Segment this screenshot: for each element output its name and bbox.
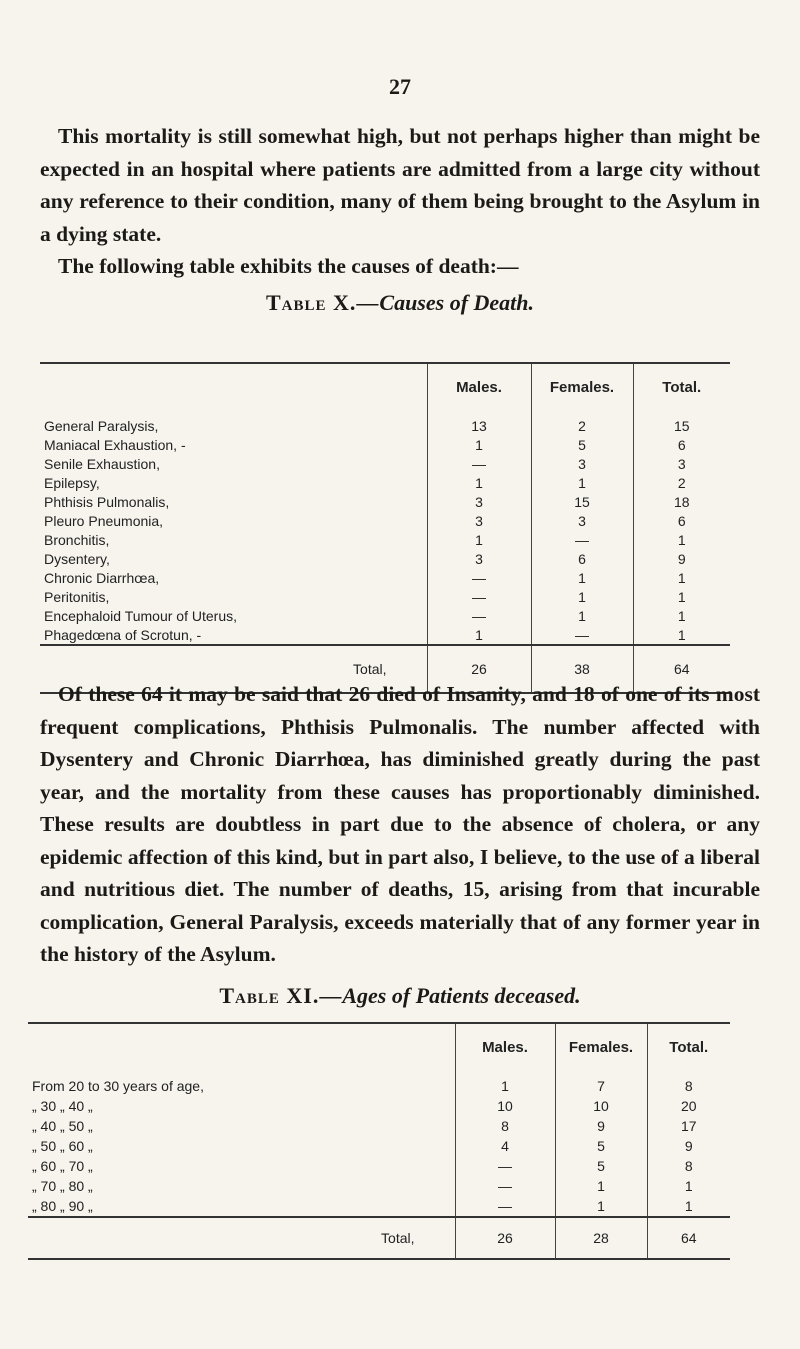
- cell-females: 1: [531, 606, 633, 625]
- table-row: [28, 1116, 730, 1136]
- row-label: Phagedœna of Scrotun, -: [44, 626, 202, 643]
- cell-total: 9: [633, 549, 730, 568]
- cell-males: 1: [427, 625, 531, 645]
- table-row: [40, 511, 730, 530]
- table-row: [28, 1096, 730, 1116]
- row-label: „ 50 „ 60 „: [32, 1138, 93, 1154]
- cell-total: 6: [633, 511, 730, 530]
- cell-males: —: [427, 606, 531, 625]
- cell-males: —: [427, 454, 531, 473]
- row-label: Chronic Diarrhœa,: [44, 569, 160, 586]
- table-row: [40, 410, 730, 435]
- header-males: Males.: [427, 363, 531, 410]
- cell-females: —: [531, 625, 633, 645]
- table-row: [40, 473, 730, 492]
- table-row: [40, 492, 730, 511]
- row-label: „ 80 „ 90 „: [32, 1198, 93, 1214]
- paragraph-table-intro: [40, 250, 760, 283]
- total-males: 26: [455, 1217, 555, 1259]
- cell-males: —: [455, 1156, 555, 1176]
- header-males: Males.: [455, 1023, 555, 1070]
- cell-males: 13: [427, 410, 531, 435]
- cell-females: 5: [555, 1136, 647, 1156]
- header-females: Females.: [531, 363, 633, 410]
- row-label: „ 70 „ 80 „: [32, 1178, 93, 1194]
- cell-males: —: [455, 1196, 555, 1217]
- cell-females: 3: [531, 454, 633, 473]
- paragraph-mortality: [40, 120, 760, 250]
- cell-males: —: [427, 568, 531, 587]
- row-label: Epilepsy,: [44, 474, 100, 491]
- table-row: [40, 587, 730, 606]
- cell-total: 8: [647, 1070, 730, 1096]
- cell-males: 1: [455, 1070, 555, 1096]
- cell-total: 20: [647, 1096, 730, 1116]
- cell-total: 6: [633, 435, 730, 454]
- cell-males: 10: [455, 1096, 555, 1116]
- row-label: „ 40 „ 50 „: [32, 1118, 93, 1134]
- table-11-caption-title: Ages of Patients deceased.: [342, 983, 581, 1008]
- row-label: Senile Exhaustion,: [44, 455, 160, 472]
- cell-total: 18: [633, 492, 730, 511]
- cell-total: 1: [647, 1196, 730, 1217]
- cell-males: 4: [455, 1136, 555, 1156]
- row-label: Dysentery,: [44, 550, 110, 567]
- cell-total: 1: [633, 606, 730, 625]
- paragraph-analysis: [40, 678, 760, 971]
- table-ages-deceased: [28, 1022, 730, 1260]
- cell-total: 3: [633, 454, 730, 473]
- row-label: „ 60 „ 70 „: [32, 1158, 93, 1174]
- cell-total: 1: [647, 1176, 730, 1196]
- table-row: [28, 1156, 730, 1176]
- cell-total: 2: [633, 473, 730, 492]
- table-row: [28, 1070, 730, 1096]
- total-all: 64: [633, 645, 730, 693]
- row-label: Encephaloid Tumour of Uterus,: [44, 607, 237, 624]
- row-label: Peritonitis,: [44, 588, 110, 605]
- cell-total: 15: [633, 410, 730, 435]
- paragraph-analysis-text: Of these 64 it may be said that 26 died of Insanity, and 18 of one of its most frequent complications, Phthisis Pulmonalis. The number affected with Dysentery and Chronic Diarrhœa, has diminished greatly during the past year, and the mortality from these causes has proportionably diminished. These results are doubtless in part due to the absence of cholera, or any epidemic affection of this kind, but in part also, I believe, to the use of a liberal and nutritious diet. The number of deaths, 15, arising from that incurable complication, General Paralysis, exceeds materially that of any former year in the history of the Asylum.: [40, 682, 760, 966]
- table-row: [28, 1176, 730, 1196]
- cell-females: 3: [531, 511, 633, 530]
- cell-total: 8: [647, 1156, 730, 1176]
- page-number: 27: [389, 74, 411, 99]
- header-total: Total.: [633, 363, 730, 410]
- total-label: Total,: [28, 1217, 455, 1259]
- total-label: Total,: [40, 645, 427, 693]
- cell-females: 6: [531, 549, 633, 568]
- total-all: 64: [647, 1217, 730, 1259]
- table-causes-of-death: [40, 362, 730, 694]
- cell-females: —: [531, 530, 633, 549]
- cell-females: 15: [531, 492, 633, 511]
- cell-total: 1: [633, 568, 730, 587]
- cell-males: 3: [427, 511, 531, 530]
- cell-females: 1: [555, 1176, 647, 1196]
- cell-females: 2: [531, 410, 633, 435]
- cell-females: 5: [531, 435, 633, 454]
- cell-total: 1: [633, 587, 730, 606]
- total-females: 28: [555, 1217, 647, 1259]
- total-females: 38: [531, 645, 633, 693]
- cell-females: 9: [555, 1116, 647, 1136]
- row-label: General Paralysis,: [44, 417, 159, 434]
- row-label: Bronchitis,: [44, 531, 110, 548]
- cell-females: 1: [531, 473, 633, 492]
- table-10-caption-prefix: Table X.—: [265, 290, 380, 315]
- cell-females: 1: [531, 568, 633, 587]
- cell-total: 17: [647, 1116, 730, 1136]
- cell-males: 3: [427, 549, 531, 568]
- header-total: Total.: [647, 1023, 730, 1070]
- table-row: [40, 568, 730, 587]
- cell-females: 10: [555, 1096, 647, 1116]
- table-row: [40, 530, 730, 549]
- paragraph-table-intro-text: The following table exhibits the causes of death:—: [58, 254, 519, 278]
- table-row: [40, 454, 730, 473]
- total-males: 26: [427, 645, 531, 693]
- table-row: [40, 549, 730, 568]
- cell-males: 1: [427, 530, 531, 549]
- cell-males: 8: [455, 1116, 555, 1136]
- cell-males: 3: [427, 492, 531, 511]
- row-label: Pleuro Pneumonia,: [44, 512, 164, 529]
- row-label: „ 30 „ 40 „: [32, 1098, 93, 1114]
- row-label: Maniacal Exhaustion, -: [44, 436, 186, 453]
- table-row: [40, 606, 730, 625]
- cell-males: —: [455, 1176, 555, 1196]
- table-10-caption-title: Causes of Death.: [379, 290, 535, 315]
- row-label: Phthisis Pulmonalis,: [44, 493, 170, 510]
- cell-males: —: [427, 587, 531, 606]
- cell-males: 1: [427, 473, 531, 492]
- cell-total: 9: [647, 1136, 730, 1156]
- paragraph-mortality-text: This mortality is still somewhat high, but not perhaps higher than might be expected in an hospital where patients are admitted from a large city without any reference to their condition, many of them being brought to the Asylum in a dying state.: [40, 124, 760, 246]
- table-11-caption-prefix: Table XI.—: [219, 983, 343, 1008]
- row-label: From 20 to 30 years of age,: [32, 1078, 204, 1094]
- table-row: [40, 435, 730, 454]
- table-11-caption: [0, 983, 800, 1009]
- cell-total: 1: [633, 530, 730, 549]
- table-row: [28, 1196, 730, 1217]
- cell-males: 1: [427, 435, 531, 454]
- cell-total: 1: [633, 625, 730, 645]
- table-row: [40, 625, 730, 645]
- cell-females: 7: [555, 1070, 647, 1096]
- table-row: [28, 1136, 730, 1156]
- header-blank: [40, 363, 427, 410]
- cell-females: 1: [555, 1196, 647, 1217]
- header-blank: [28, 1023, 455, 1070]
- cell-females: 5: [555, 1156, 647, 1176]
- table-10-caption: [0, 290, 800, 316]
- header-females: Females.: [555, 1023, 647, 1070]
- cell-females: 1: [531, 587, 633, 606]
